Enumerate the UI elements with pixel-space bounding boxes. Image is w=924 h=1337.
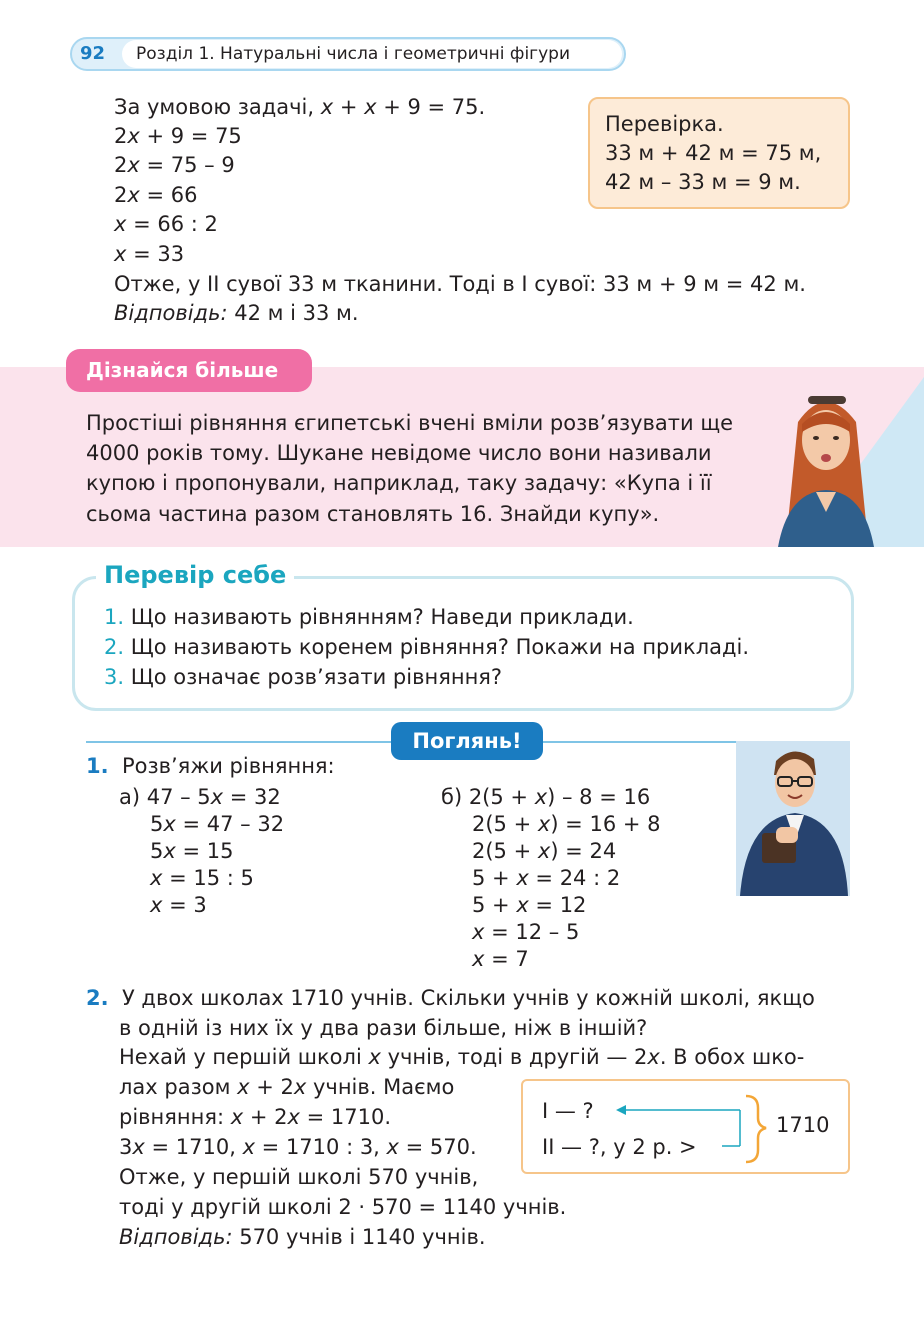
task-2-answer: Відповідь: 570 учнів і 1140 учнів.	[119, 1225, 486, 1249]
solution-line-6: x = 33	[114, 242, 185, 266]
learn-more-line-1: Простіші рівняння єгипетські вчені вміли розв’язувати ще	[86, 411, 734, 435]
solution-line-5: x = 66 : 2	[114, 212, 218, 236]
task-1a-line-3: 5x = 15	[150, 839, 234, 863]
solution-line-1: За умовою задачі, x + x + 9 = 75.	[114, 95, 486, 119]
girl-photo	[768, 382, 884, 547]
diagram-row-2: ІІ — ?, у 2 р. >	[542, 1135, 697, 1159]
page-number: 92	[80, 43, 106, 64]
check-yourself-item-1: 1. Що називають рівнянням? Наведи приклади.	[104, 605, 634, 629]
task-1b-line-3: 2(5 + x) = 24	[472, 839, 617, 863]
solution-line-3: 2x = 75 – 9	[114, 153, 235, 177]
diagram-total: 1710	[776, 1113, 830, 1137]
check-yourself-item-2: 2. Що називають коренем рівняння? Покажи на прикладі.	[104, 635, 750, 659]
task-1b-line-6: x = 12 – 5	[472, 920, 580, 944]
boy-photo	[736, 741, 850, 896]
task-1a-line-5: x = 3	[150, 893, 207, 917]
task-1b-line-2: 2(5 + x) = 16 + 8	[472, 812, 661, 836]
solution-answer: Відповідь: 42 м і 33 м.	[114, 301, 359, 325]
task-1b-line-7: x = 7	[472, 947, 529, 971]
task-1a-line-4: x = 15 : 5	[150, 866, 254, 890]
look-tab: Поглянь!	[391, 722, 543, 760]
learn-more-line-4: сьома частина разом становлять 16. Знайди купу».	[86, 502, 660, 526]
task-1b-line-1: б) 2(5 + x) – 8 = 16	[441, 785, 651, 809]
diagram-row-1: І — ?	[542, 1099, 594, 1123]
learn-more-line-3: купою і пропонували, наприклад, таку задачу: «Купа і її	[86, 471, 712, 495]
task-2-line-2: в одній із них їх у два рази більше, ніж в іншій?	[119, 1016, 648, 1040]
check-yourself-item-3: 3. Що означає розв’язати рівняння?	[104, 665, 503, 689]
check-line-2: 42 м – 33 м = 9 м.	[605, 170, 801, 194]
task-1a-line-1: а) 47 – 5x = 32	[119, 785, 281, 809]
task-1-heading: 1. Розв’яжи рівняння:	[86, 754, 335, 778]
task-1b-line-4: 5 + x = 24 : 2	[472, 866, 621, 890]
task-2-line-3: Нехай у першій школі x учнів, тоді в другій — 2x. В обох шко-	[119, 1045, 805, 1069]
task-2-line-8: тоді у другій школі 2 · 570 = 1140 учнів.	[119, 1195, 567, 1219]
check-yourself-title: Перевір себе	[96, 559, 294, 591]
check-title: Перевірка.	[605, 112, 724, 136]
check-line-1: 33 м + 42 м = 75 м,	[605, 141, 822, 165]
task-2-line-1: 2. У двох школах 1710 учнів. Скільки учнів у кожній школі, якщо	[86, 986, 815, 1010]
diagram-arrow	[610, 1094, 790, 1164]
learn-more-line-2: 4000 років тому. Шукане невідоме число вони називали	[86, 441, 712, 465]
task-1b-line-5: 5 + x = 12	[472, 893, 587, 917]
task-2-line-4: лах разом x + 2x учнів. Маємо	[119, 1075, 455, 1099]
solution-line-2: 2x + 9 = 75	[114, 124, 242, 148]
task-1a-line-2: 5x = 47 – 32	[150, 812, 285, 836]
solution-conclusion: Отже, у ІІ сувої 33 м тканини. Тоді в І сувої: 33 м + 9 м = 42 м.	[114, 272, 806, 296]
learn-more-tab: Дізнайся більше	[66, 349, 312, 392]
task-2-line-5: рівняння: x + 2x = 1710.	[119, 1105, 392, 1129]
solution-line-4: 2x = 66	[114, 183, 198, 207]
chapter-title: Розділ 1. Натуральні числа і геометричні фігури	[136, 44, 571, 64]
task-2-line-7: Отже, у першій школі 570 учнів,	[119, 1165, 479, 1189]
task-2-line-6: 3x = 1710, x = 1710 : 3, x = 570.	[119, 1135, 477, 1159]
